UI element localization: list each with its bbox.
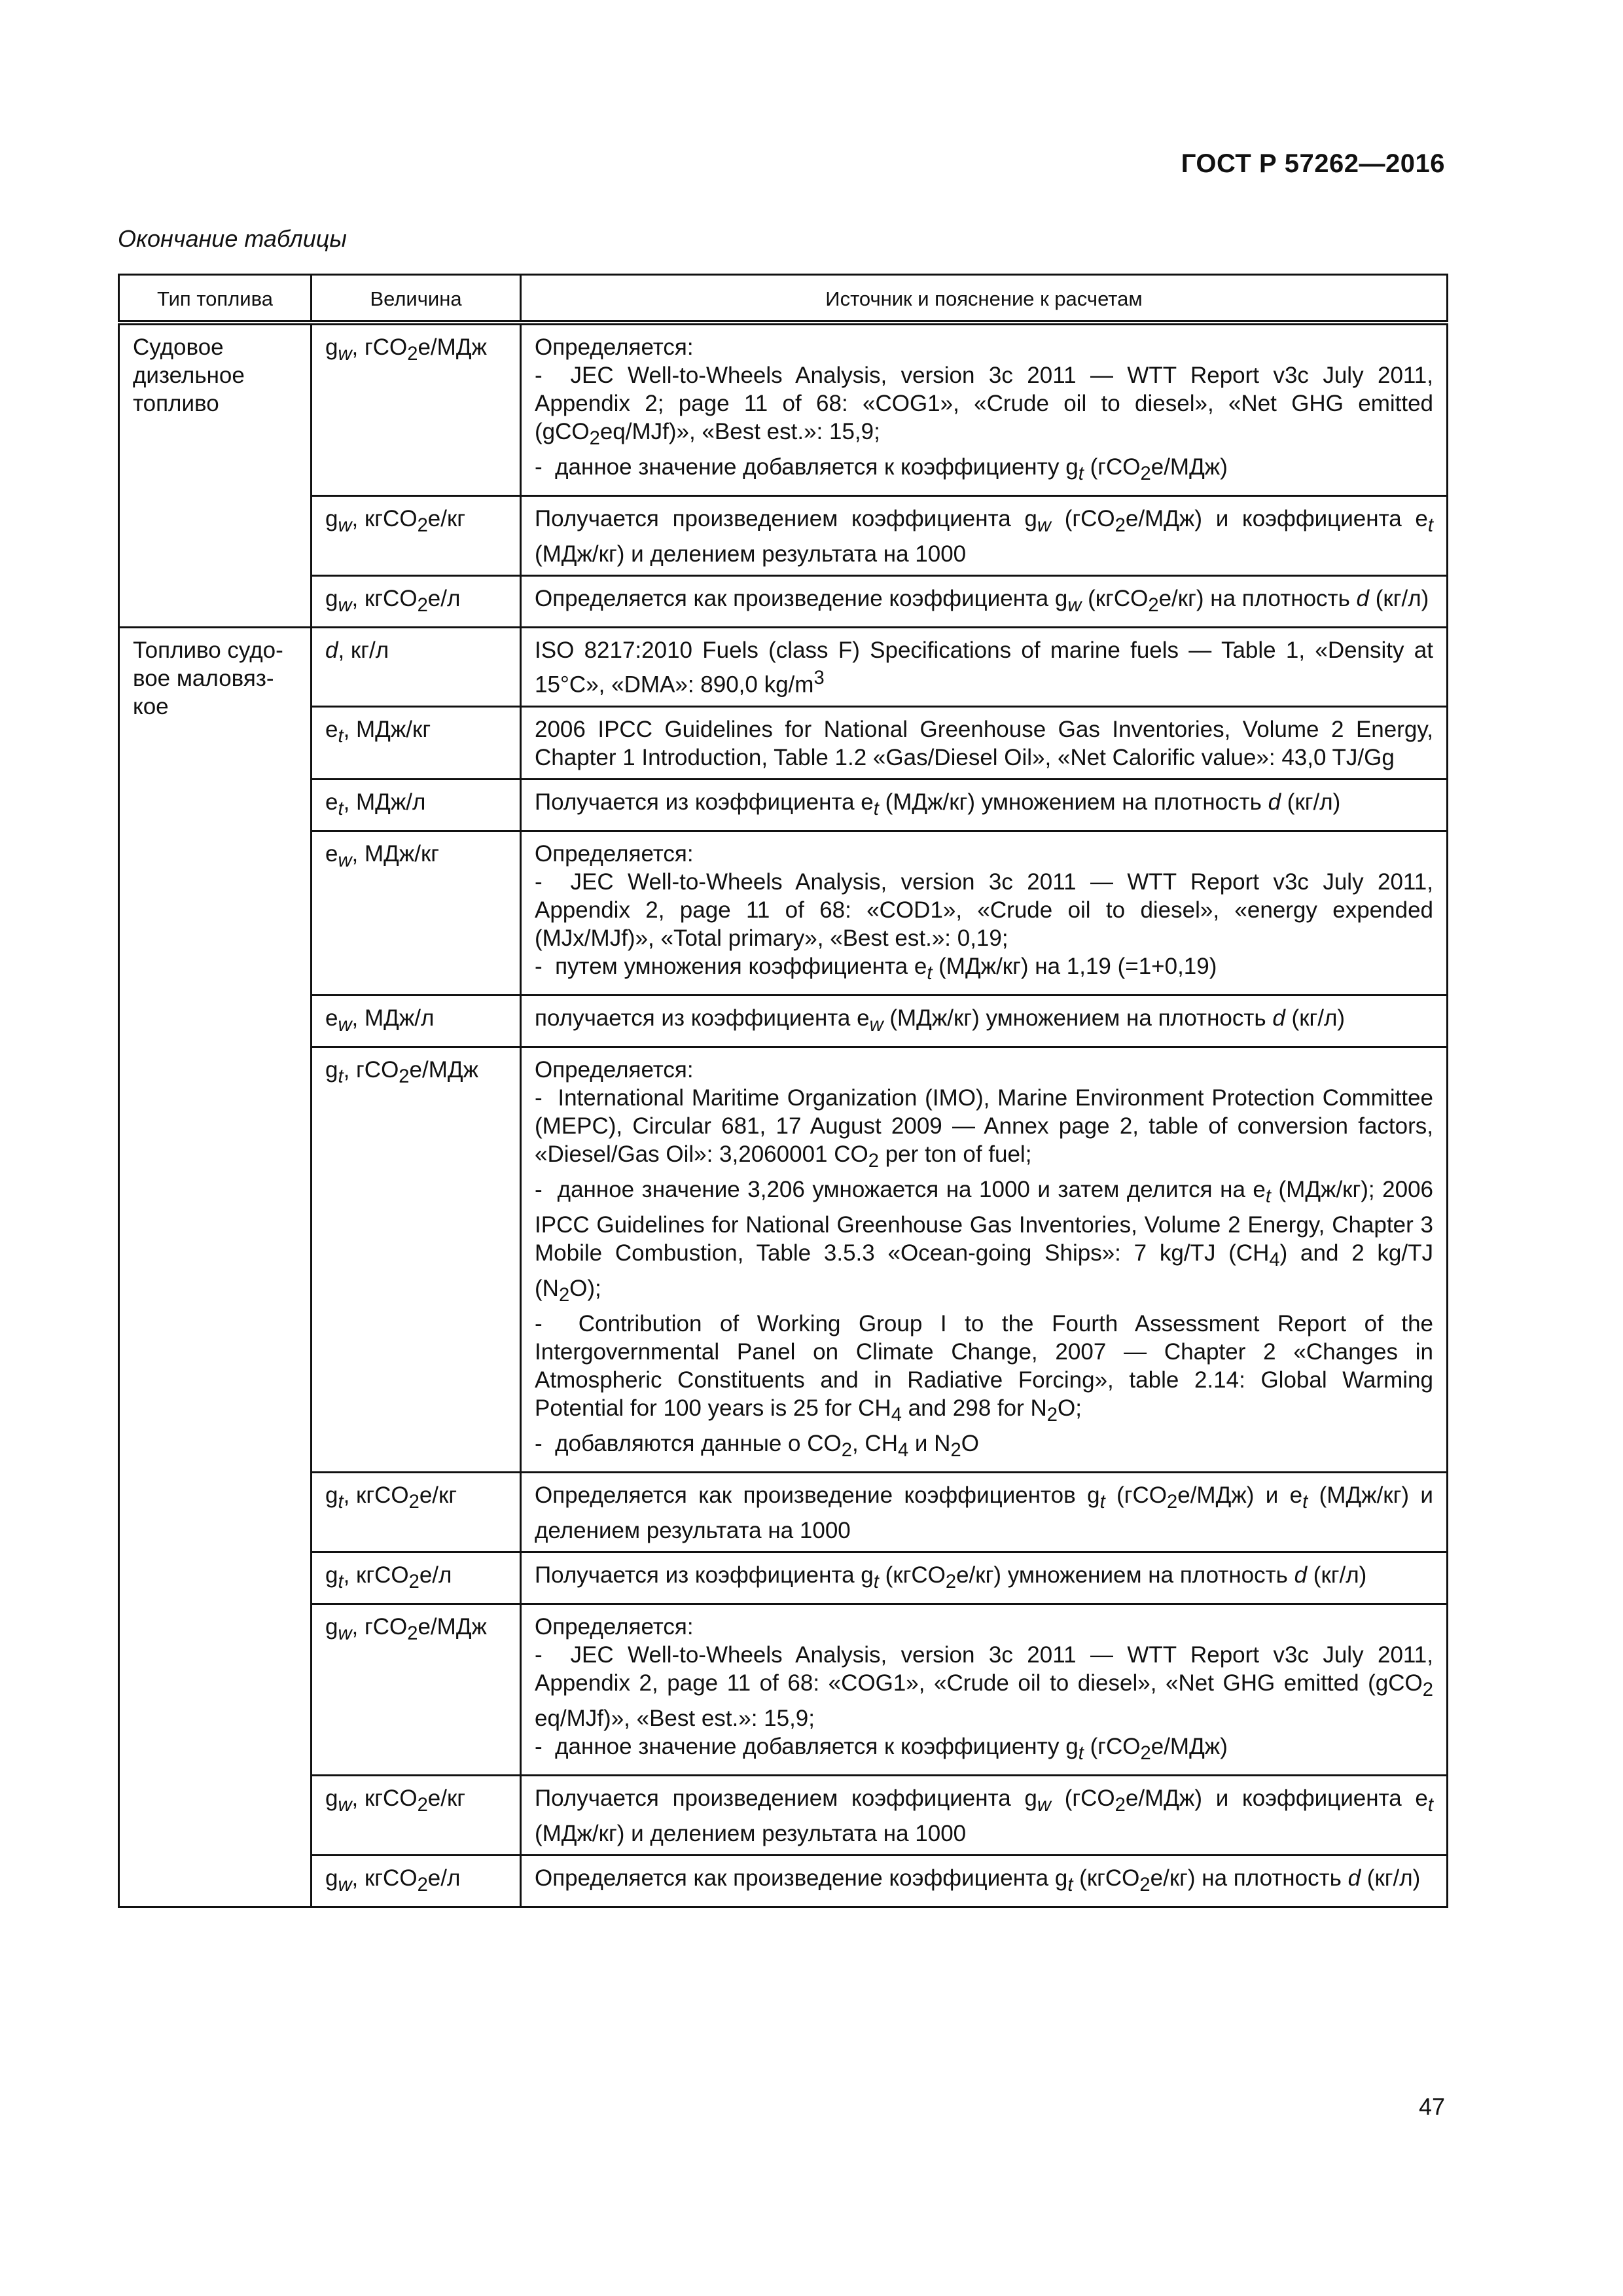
table-row xyxy=(119,576,1448,628)
table-row xyxy=(119,496,1448,576)
fuel-coefficients-table xyxy=(118,274,1448,1908)
source-explanation-cell: Определяется: - JEC Well-to-Wheels Analysis, version 3c 2011 — WTT Report v3c July 2011, Appendix 2; page 11 of 68: «COG1», «Crude oil to diesel», «Net GHG emitted (gCO$_2$eq/MJf)», «Best est.»: 15,9; - данное значение добавляется к коэффициенту $g_t$ (гCO$_2$е/МДж) xyxy=(521,323,1448,496)
document-standard-number: ГОСТ Р 57262—2016 xyxy=(1181,149,1445,178)
table-row xyxy=(119,1855,1448,1907)
source-explanation-cell: Получается из коэффициента $e_t$ (МДж/кг) умножением на плотность d (кг/л) xyxy=(521,779,1448,831)
source-explanation-cell: ISO 8217:2010 Fuels (class F) Specifications of marine fuels — Table 1, «Density at 15°C», «DMA»: 890,0 $kg/m^3$ xyxy=(521,628,1448,707)
source-explanation-cell: Определяется как произведение коэффициентов $g_t$ (гCO$_2$е/МДж) и $e_t$ (МДж/кг) и делением результата на 1000 xyxy=(521,1472,1448,1552)
table-row xyxy=(119,1472,1448,1552)
table-row xyxy=(119,706,1448,779)
quantity-cell: $e_w$, МДж/кг xyxy=(312,831,521,995)
source-explanation-cell: Определяется как произведение коэффициента $g_t$ (кгCO$_2$е/кг) на плотность d (кг/л) xyxy=(521,1855,1448,1907)
fuel-type-cell: Судовое дизельное топливо xyxy=(119,323,312,628)
quantity-cell: $g_w$, кгCO$_2$е/кг xyxy=(312,496,521,576)
source-explanation-cell: Получается произведением коэффициента $g_w$ (гCO$_2$е/МДж) и коэффициента $e_t$ (МДж/кг) и делением результата на 1000 xyxy=(521,496,1448,576)
table-row xyxy=(119,323,1448,496)
quantity-cell: $g_w$, гCO$_2$е/МДж xyxy=(312,323,521,496)
quantity-cell: $g_w$, кгCO$_2$е/л xyxy=(312,576,521,628)
source-explanation-cell: Определяется как произведение коэффициента $g_w$ (кгCO$_2$е/кг) на плотность d (кг/л) xyxy=(521,576,1448,628)
column-header-fuel-type: Тип топлива xyxy=(119,275,312,323)
fuel-type-cell: Топливо судо-вое маловяз-кое xyxy=(119,628,312,1907)
quantity-cell: $e_w$, МДж/л xyxy=(312,995,521,1047)
source-explanation-cell: Получается из коэффициента $g_t$ (кгCO$_2$е/кг) умножением на плотность d (кг/л) xyxy=(521,1552,1448,1604)
column-header-quantity: Величина xyxy=(312,275,521,323)
table-row xyxy=(119,831,1448,995)
source-explanation-cell: получается из коэффициента $e_w$ (МДж/кг) умножением на плотность d (кг/л) xyxy=(521,995,1448,1047)
page-number: 47 xyxy=(1418,2093,1445,2120)
table-row xyxy=(119,779,1448,831)
quantity-cell: $g_t$, кгCO$_2$е/кг xyxy=(312,1472,521,1552)
table-row xyxy=(119,995,1448,1047)
quantity-cell: d, кг/л xyxy=(312,628,521,707)
table-caption: Окончание таблицы xyxy=(118,225,347,252)
source-explanation-cell: 2006 IPCC Guidelines for National Greenhouse Gas Inventories, Volume 2 Energy, Chapter 1 Introduction, Table 1.2 «Gas/Diesel Oil», «Net Calorific value»: 43,0 TJ/Gg xyxy=(521,706,1448,779)
table-row xyxy=(119,1552,1448,1604)
quantity-cell: $g_w$, кгCO$_2$е/л xyxy=(312,1855,521,1907)
source-explanation-cell: Определяется: - JEC Well-to-Wheels Analysis, version 3c 2011 — WTT Report v3c July 2011, Appendix 2, page 11 of 68: «COG1», «Crude oil to diesel», «Net GHG emitted (gCO$_2$ eq/MJf)», «Best est.»: 15,9; - данное значение добавляется к коэффициенту $g_t$ (гCO$_2$е/МДж) xyxy=(521,1604,1448,1775)
quantity-cell: $g_t$, гCO$_2$е/МДж xyxy=(312,1047,521,1472)
table-row xyxy=(119,1604,1448,1775)
table-header-row xyxy=(119,275,1448,323)
source-explanation-cell: Определяется: - JEC Well-to-Wheels Analysis, version 3c 2011 — WTT Report v3c July 2011, Appendix 2, page 11 of 68: «COD1», «Crude oil to diesel», «energy expended (MJx/MJf)», «Total primary», «Best est.»: 0,19; - путем умножения коэффициента $e_t$ (МДж/кг) на 1,19 (=1+0,19) xyxy=(521,831,1448,995)
source-explanation-cell: Получается произведением коэффициента $g_w$ (гCO$_2$е/МДж) и коэффициента $e_t$ (МДж/кг) и делением результата на 1000 xyxy=(521,1775,1448,1855)
table-body xyxy=(119,323,1448,1907)
quantity-cell: $g_t$, кгCO$_2$е/л xyxy=(312,1552,521,1604)
quantity-cell: $g_w$, гCO$_2$е/МДж xyxy=(312,1604,521,1775)
quantity-cell: $g_w$, кгCO$_2$е/кг xyxy=(312,1775,521,1855)
table-row xyxy=(119,628,1448,707)
table-row xyxy=(119,1047,1448,1472)
quantity-cell: $e_t$, МДж/кг xyxy=(312,706,521,779)
quantity-cell: $e_t$, МДж/л xyxy=(312,779,521,831)
table-row xyxy=(119,1775,1448,1855)
source-explanation-cell: Определяется: - International Maritime Organization (IMO), Marine Environment Protection Committee (MEPC), Circular 681, 17 August 2009 — Annex page 2, table of conversion factors, «Diesel/Gas Oil»: 3,2060001 $CO_2$ per ton of fuel; - данное значение 3,206 умножается на 1000 и затем делится на $e_t$ (МДж/кг); 2006 IPCC Guidelines for National Greenhouse Gas Inventories, Volume 2 Energy, Chapter 3 Mobile Combustion, Table 3.5.3 «Ocean-going Ships»: 7 kg/TJ $(CH_4)$ and 2 kg/TJ $(N_2O)$; - Contribution of Working Group I to the Fourth Assessment Report of the Intergovernmental Panel on Climate Change, 2007 — Chapter 2 «Changes in Atmospheric Constituents and in Radiative Forcing», table 2.14: Global Warming Potential for 100 years is 25 for $CH_4$ and 298 for $N_2O$; - добавляются данные о $CO_2$, $CH_4$ и $N_2O$ xyxy=(521,1047,1448,1472)
column-header-source: Источник и пояснение к расчетам xyxy=(521,275,1448,323)
